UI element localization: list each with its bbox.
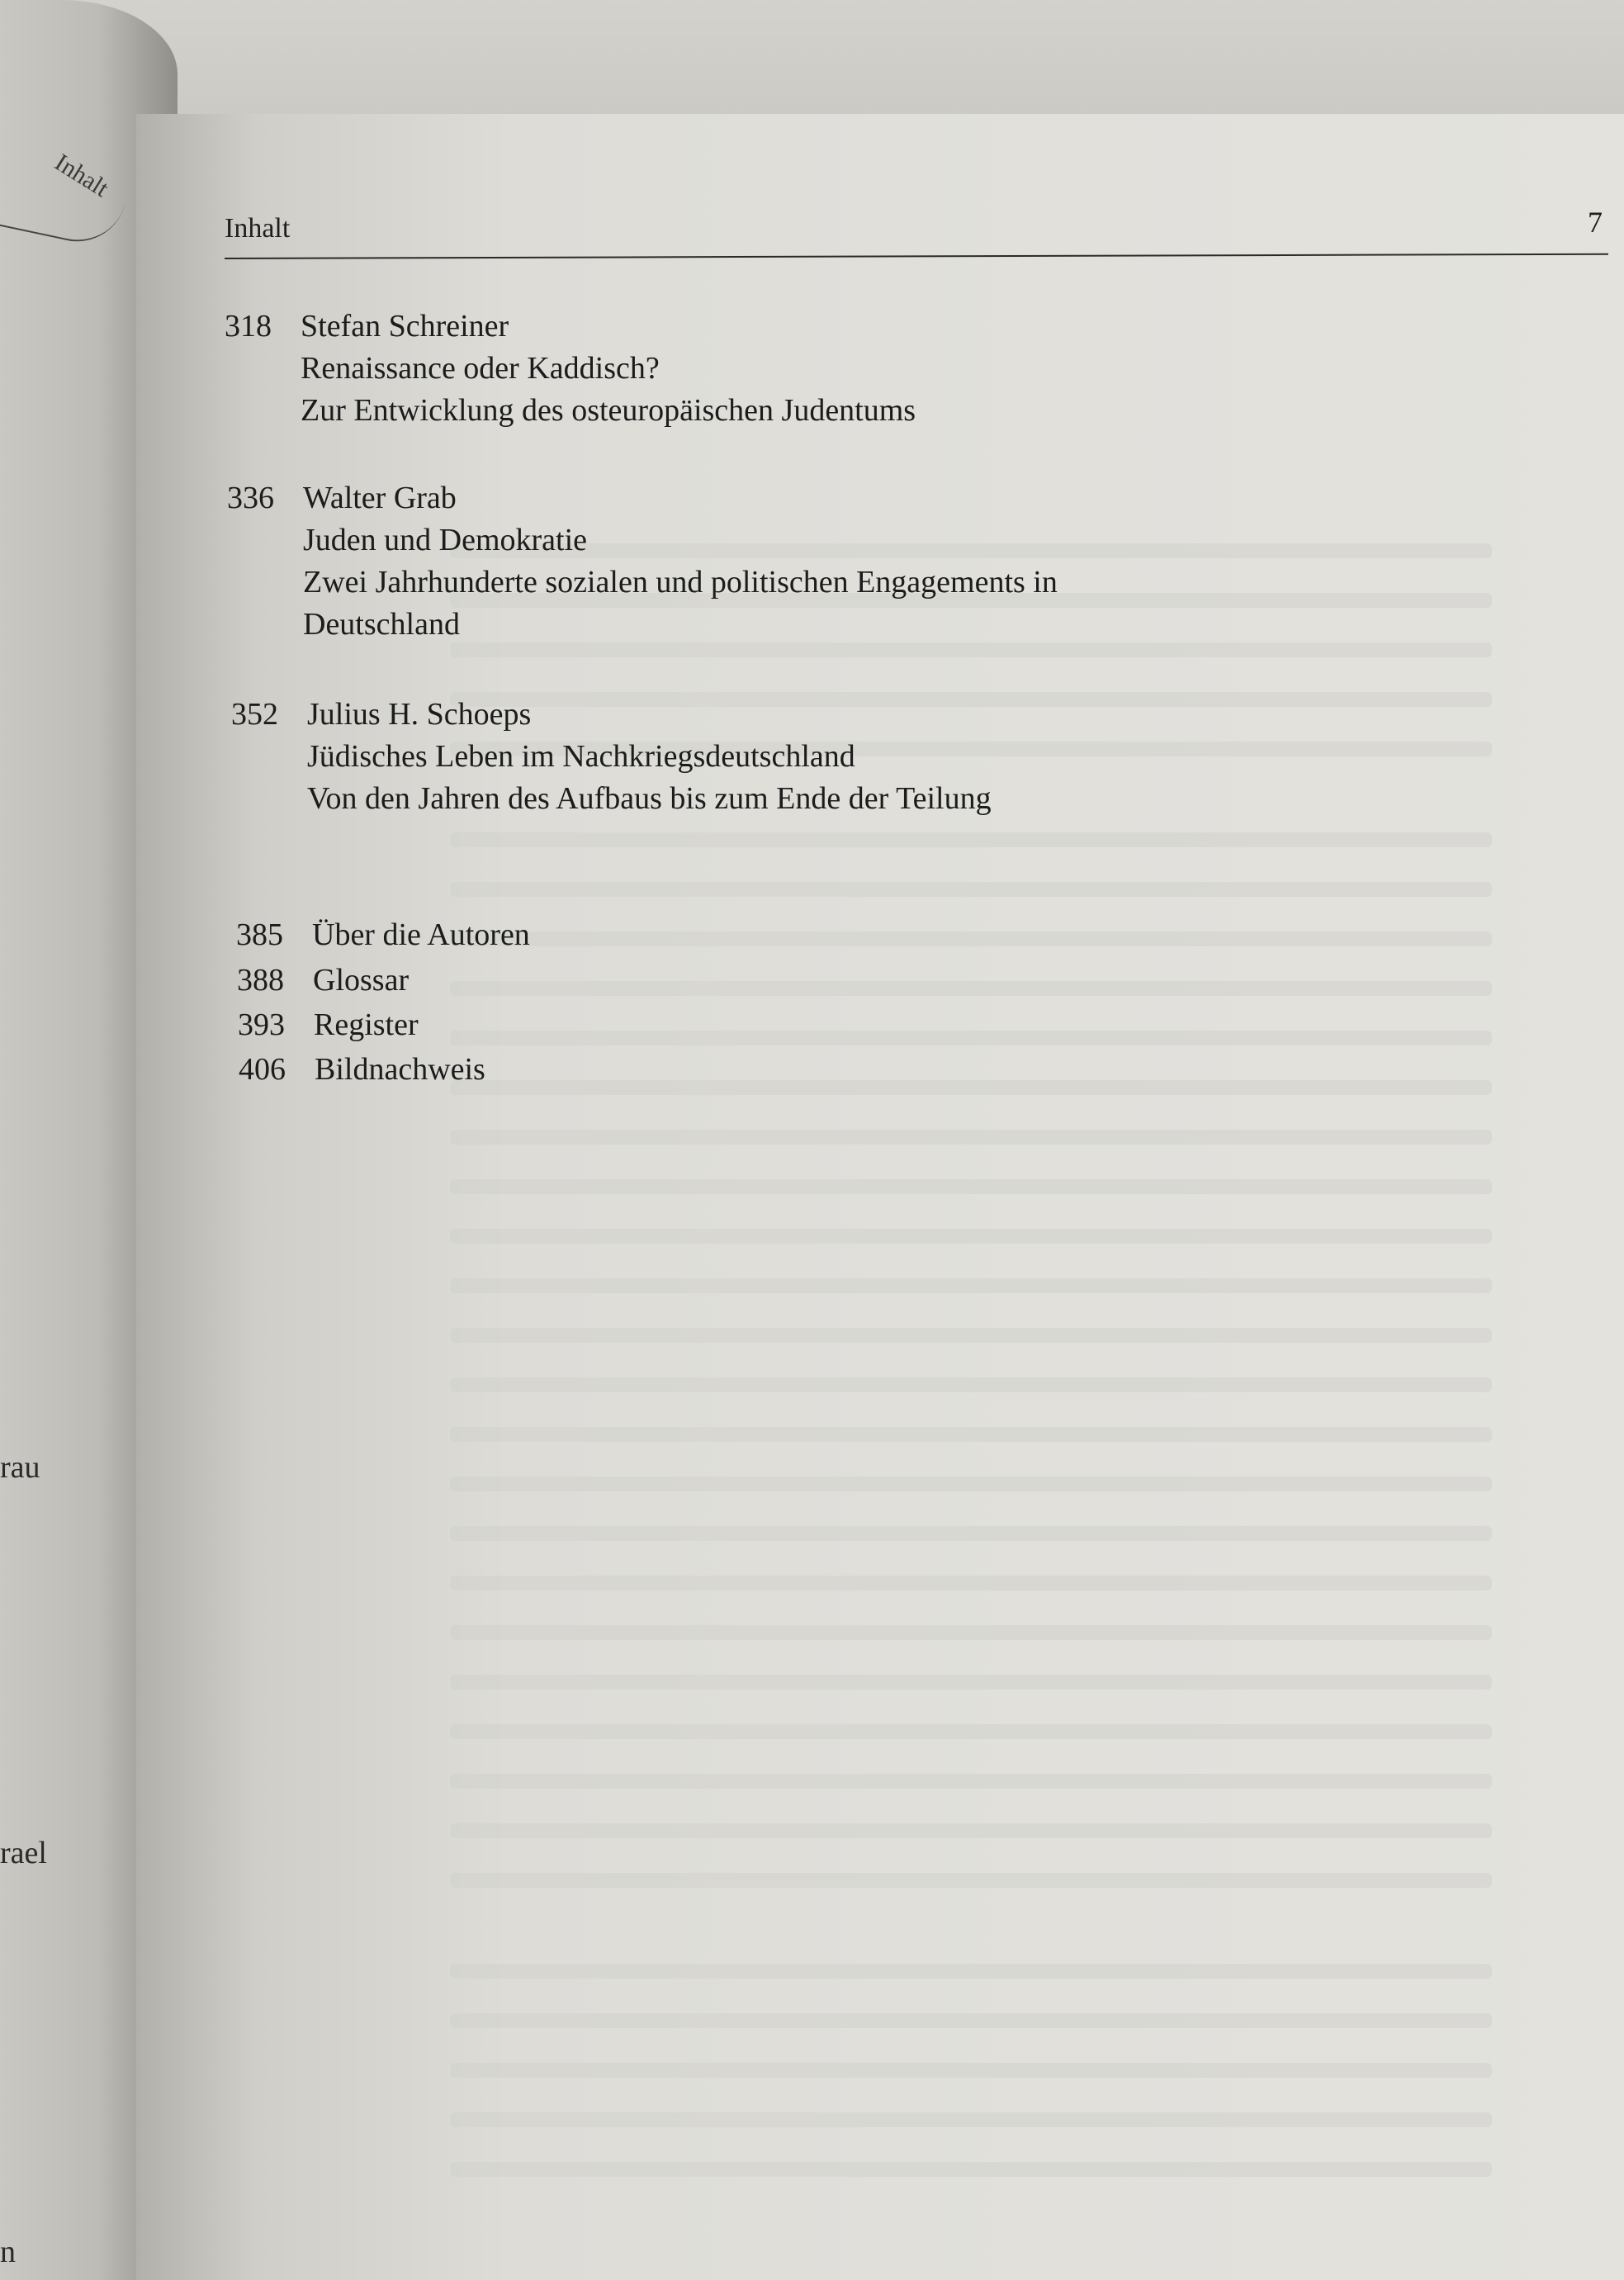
show-through — [450, 882, 1492, 897]
toc-author: Julius H. Schoeps — [307, 697, 532, 732]
toc-page-number: 406 — [239, 1052, 286, 1087]
show-through — [450, 1724, 1492, 1739]
previous-page-running-head: Inhalt — [50, 149, 114, 203]
toc-author: Stefan Schreiner — [301, 309, 509, 344]
toc-title-line: Juden und Demokratie — [303, 523, 588, 557]
toc-appendix-entry — [237, 960, 409, 1002]
show-through — [450, 1625, 1492, 1640]
toc-entry — [231, 694, 992, 820]
show-through — [450, 981, 1492, 996]
show-through — [450, 832, 1492, 847]
toc-author: Walter Grab — [303, 481, 457, 515]
toc-page-number: 352 — [231, 697, 278, 732]
toc-page-number: 385 — [236, 917, 283, 952]
toc-appendix-label: Bildnachweis — [315, 1052, 485, 1087]
toc-entry-text — [301, 306, 916, 432]
toc-appendix-entry — [239, 1049, 485, 1091]
previous-page-text-fragment: rau — [0, 1450, 40, 1485]
toc-appendix-label: Über die Autoren — [312, 917, 530, 952]
show-through — [450, 1179, 1492, 1194]
toc-entry-text — [307, 694, 992, 820]
toc-title-line: Von den Jahren des Aufbaus bis zum Ende der Teilung — [307, 781, 992, 816]
toc-page-number: 393 — [238, 1007, 285, 1042]
toc-entry — [225, 306, 916, 432]
toc-appendix-entry — [238, 1004, 419, 1046]
previous-page-text-fragment: rael — [0, 1836, 47, 1870]
toc-title-line: Deutschland — [303, 607, 460, 642]
show-through — [450, 2112, 1492, 2127]
show-through — [450, 1031, 1492, 1045]
show-through — [450, 1774, 1492, 1789]
show-through — [450, 931, 1492, 946]
toc-page-number: 388 — [237, 963, 284, 998]
show-through — [450, 1130, 1492, 1145]
show-through — [450, 2162, 1492, 2177]
show-through — [450, 1823, 1492, 1838]
show-through — [450, 1526, 1492, 1541]
toc-appendix-label: Register — [314, 1007, 419, 1042]
previous-page-text-fragment: n — [0, 2235, 16, 2269]
page-number: 7 — [1588, 206, 1603, 239]
show-through — [450, 1873, 1492, 1888]
show-through — [450, 1427, 1492, 1442]
toc-title-line: Zwei Jahrhunderte sozialen und politischen Engagements in — [303, 565, 1058, 600]
toc-entry-text — [303, 477, 1058, 646]
toc-title-line: Zur Entwicklung des osteuropäischen Judentums — [301, 393, 916, 428]
show-through — [450, 1278, 1492, 1293]
background-surface — [0, 0, 1624, 120]
show-through — [450, 2013, 1492, 2028]
toc-page-number: 318 — [225, 309, 272, 344]
running-head: Inhalt — [225, 213, 291, 244]
show-through — [450, 2063, 1492, 2078]
toc-page-number: 336 — [227, 481, 274, 515]
toc-appendix-entry — [236, 914, 530, 956]
toc-title-line: Renaissance oder Kaddisch? — [301, 351, 660, 386]
show-through — [450, 1576, 1492, 1590]
show-through — [450, 1080, 1492, 1095]
show-through — [450, 1675, 1492, 1690]
show-through — [450, 1964, 1492, 1979]
toc-entry — [227, 477, 1058, 646]
show-through — [450, 1377, 1492, 1392]
book-page — [136, 114, 1624, 2280]
show-through — [450, 1477, 1492, 1491]
toc-title-line: Jüdisches Leben im Nachkriegsdeutschland — [307, 739, 855, 774]
show-through — [450, 1229, 1492, 1244]
toc-appendix-label: Glossar — [313, 963, 410, 998]
show-through — [450, 1328, 1492, 1343]
